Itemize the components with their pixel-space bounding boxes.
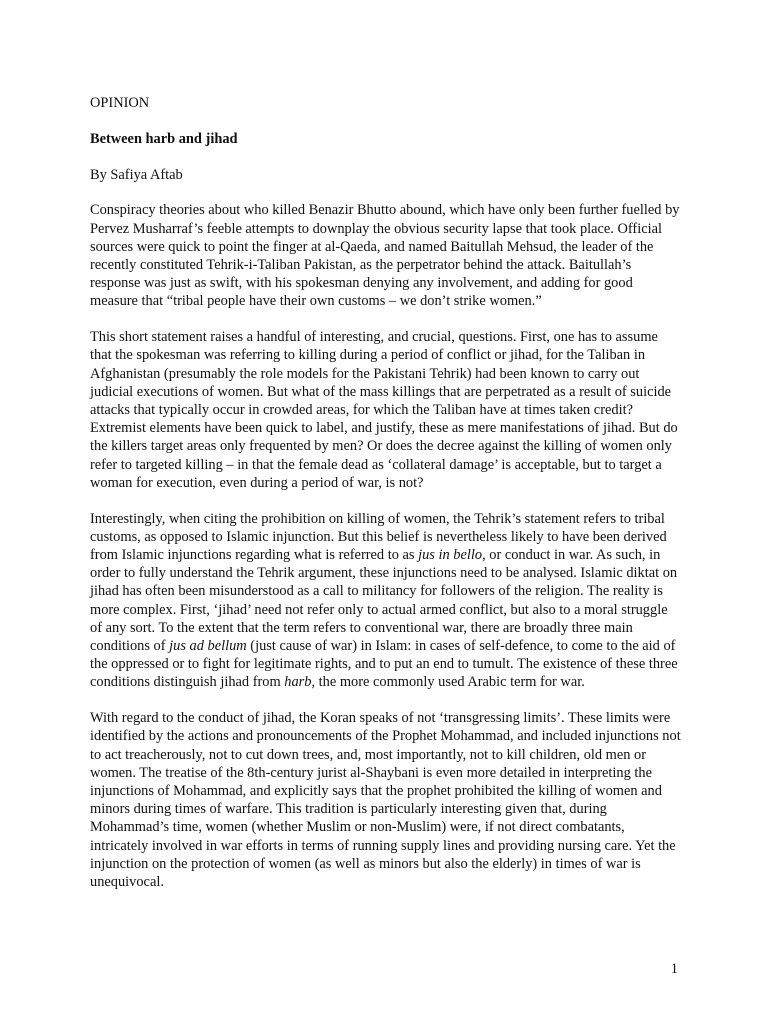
paragraph-text: With regard to the conduct of jihad, the Koran speaks of not ‘transgressing limits’. These limits were identified by the actions and pronouncements of the Prophet Mohammad, and included injunctions not to act treacherously, not to cut down trees, and, most importantly, not to kill children, old men or women. The treatise of the 8th-century jurist al-Shaybani is even more detailed in interpreting the injunctions of Mohammad, and explicitly says that the prophet prohibited the killing of women and minors during times of warfare. This tradition is particularly interesting given that, during Mohammad’s time, women (whether Muslim or non-Muslim) were, if not direct combatants, intricately involved in war efforts in terms of running supply lines and providing nursing care. Yet the injunction on the protection of women (as well as minors but also the elderly) in times of war is unequivocal.: [90, 710, 681, 891]
paragraph-text: , or conduct in war. As such, in order to fully understand the Tehrik argument, these injunctions need to be analysed. Islamic diktat on jihad has often been misunderstood as a call to militancy for followers of the religion. The reality is more complex. First, ‘jihad’ need not refer only to actual armed conflict, but also to a moral struggle of any sort. To the extent that the term refers to conventional war, there are broadly three main conditions of: [90, 547, 678, 655]
paragraph-text: This short statement raises a handful of interesting, and crucial, questions. First, one has to assume that the spokesman was referring to killing during a period of conflict or jihad, for the Taliban in Afghanistan (presumably the role models for the Pakistani Tehrik) had been known to carry out judicial executions of women. But what of the mass killings that are perpetrated as a result of suicide attacks that typically occur in crowded areas, for which the Taliban have at times taken credit? Extremist elements have been quick to label, and justify, these as mere manifestations of jihad. But do the killers target areas only frequented by men? Or does the decree against the killing of women only refer to targeted killing – in that the female dead as ‘collateral damage’ is acceptable, but to target a woman for execution, even during a period of war, is not?: [90, 329, 678, 491]
article-byline: By Safiya Aftab: [90, 166, 183, 183]
article-body: [90, 201, 682, 891]
paragraph-text: (just cause of war) in Islam: in cases of self-defence, to come to the aid of the oppressed or to fight for legitimate rights, and to put an end to tumult. The existence of these three conditions distinguish jihad from: [90, 638, 678, 691]
body-paragraph: [90, 328, 682, 492]
document-page: [90, 94, 682, 909]
italic-term: jus in bello: [418, 547, 483, 564]
paragraph-text: , the more commonly used Arabic term for war.: [311, 674, 585, 691]
paragraph-text: Interestingly, when citing the prohibition on killing of women, the Tehrik’s statement refers to tribal customs, as opposed to Islamic injunction. But this belief is nevertheless likely to have been derived from Islamic injunctions regarding what is referred to as: [90, 510, 667, 564]
body-paragraph: [90, 510, 682, 692]
section-label: OPINION: [90, 95, 150, 111]
italic-term: jus ad bellum: [169, 638, 247, 655]
paragraph-text: Conspiracy theories about who killed Benazir Bhutto abound, which have only been further fuelled by Pervez Musharraf’s feeble attempts to downplay the obvious security lapse that took place. Official sources were quick to point the finger at al-Qaeda, and named Baitullah Mehsud, the leader of the recently constituted Tehrik-i-Taliban Pakistan, as the perpetrator behind the attack. Baitullah’s response was just as swift, with his spokesman denying any involvement, and adding for good measure that “tribal people have their own customs – we don’t strike women.”: [90, 202, 680, 310]
article-headline: Between harb and jihad: [90, 130, 238, 147]
body-paragraph: [90, 201, 682, 310]
body-paragraph: [90, 709, 682, 891]
italic-term: harb: [284, 674, 312, 691]
page-number: 1: [670, 961, 678, 977]
